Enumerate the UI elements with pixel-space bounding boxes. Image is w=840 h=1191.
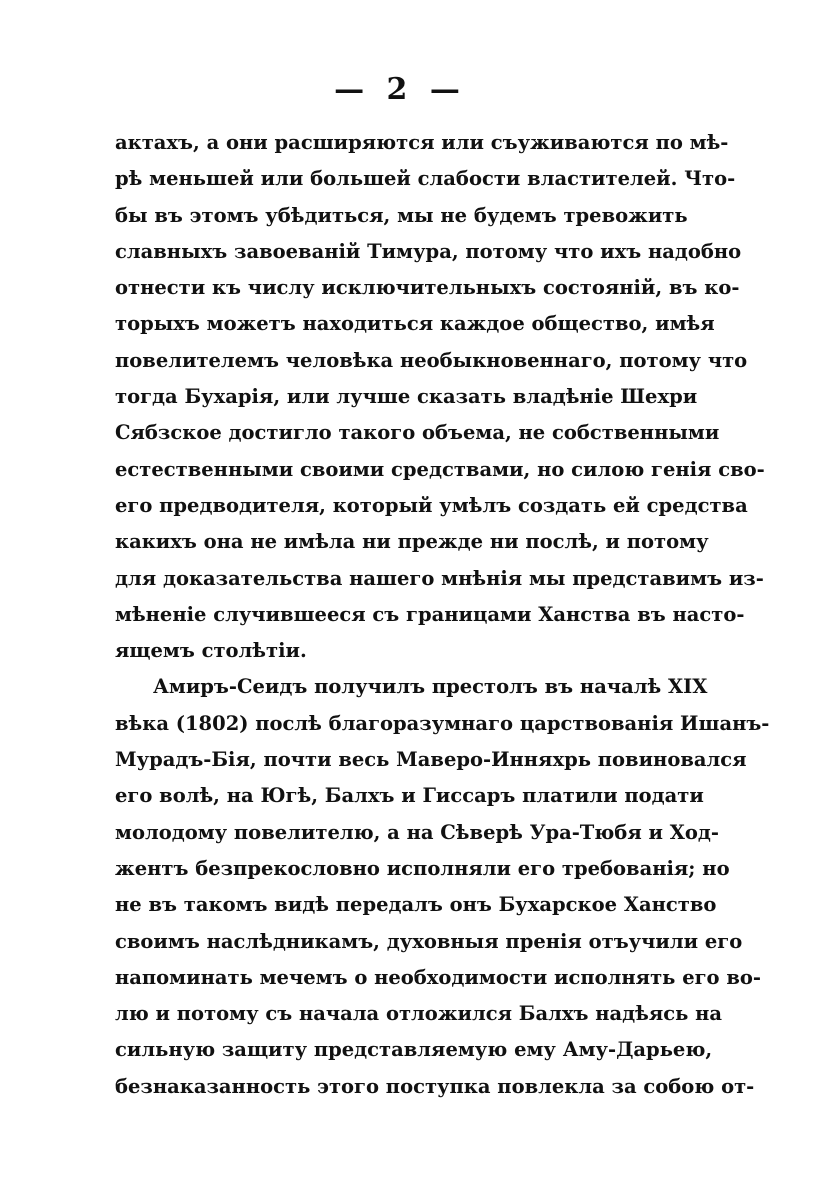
text-line: своимъ наслѣдникамъ, духовныя пренія отъучили его <box>115 929 743 953</box>
text-line: тогда Бухарія, или лучше сказать владѣніе Шехри <box>115 385 698 409</box>
body-text <box>115 125 770 1105</box>
paragraph-2 <box>115 669 770 1105</box>
text-line: жентъ безпрекословно исполняли его требованія; но <box>115 856 730 880</box>
text-line: вѣка (1802) послѣ благоразумнаго царствованія Ишанъ- <box>115 711 770 735</box>
text-line: лю и потому съ начала отложился Балхъ надѣясь на <box>115 1002 723 1026</box>
text-line: сильную защиту представляемую ему Аму-Дарьею, <box>115 1038 713 1062</box>
text-line: его волѣ, на Югѣ, Балхъ и Гиссаръ платили подати <box>115 784 704 808</box>
text-line: Мурадъ-Бія, почти весь Маверо-Инняхрь повиновался <box>115 748 747 772</box>
text-line: не въ такомъ видѣ передалъ онъ Бухарское Ханство <box>115 893 717 917</box>
page-number: — 2 — <box>334 72 466 107</box>
text-line: Амиръ-Сеидъ получилъ престолъ въ началѣ XIX <box>153 675 708 699</box>
text-line: мѣненіе случившееся съ границами Ханства въ насто- <box>115 602 745 626</box>
paragraph-1 <box>115 125 765 669</box>
text-line: ящемъ столѣтіи. <box>115 639 307 663</box>
text-line: рѣ меньшей или большей слабости властителей. Что- <box>115 167 736 191</box>
text-line: какихъ она не имѣла ни прежде ни послѣ, и потому <box>115 530 709 554</box>
text-line: повелителемъ человѣка необыкновеннаго, потому что <box>115 348 748 372</box>
text-line: безнаказанность этого поступка повлекла за собою от- <box>115 1074 755 1098</box>
text-line: его предводителя, который умѣлъ создать ей средства <box>115 493 748 517</box>
text-line: напоминать мечемъ о необходимости исполнять его во- <box>115 965 761 989</box>
text-line: торыхъ можетъ находиться каждое общество, имѣя <box>115 312 715 336</box>
text-line: для доказательства нашего мнѣнія мы представимъ из- <box>115 566 764 590</box>
text-line: славныхъ завоеваній Тимура, потому что ихъ надобно <box>115 239 742 263</box>
text-line: Сябзское достигло такого объема, не собственными <box>115 421 720 445</box>
text-line: отнести къ числу исключительныхъ состояній, въ ко- <box>115 276 740 300</box>
text-line: актахъ, а они расширяются или съуживаются по мѣ- <box>115 131 729 154</box>
text-line: естественными своими средствами, но силою генія сво- <box>115 457 765 481</box>
text-line: молодому повелителю, а на Сѣверѣ Ура-Тюбя и Ход- <box>115 820 719 844</box>
text-line: бы въ этомъ убѣдиться, мы не будемъ тревожить <box>115 203 688 227</box>
